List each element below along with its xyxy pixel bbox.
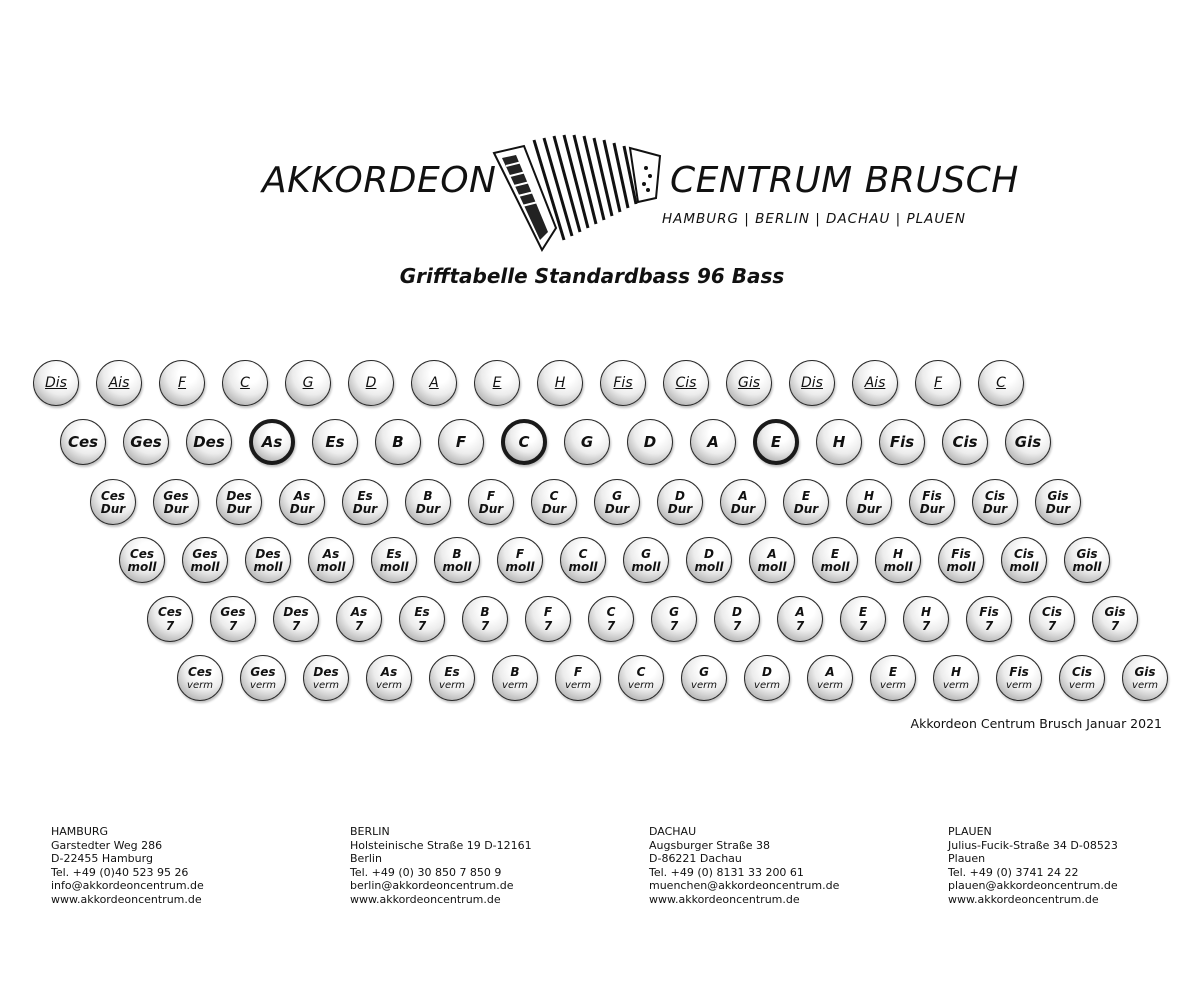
bass-button-dur[interactable]: D Dur <box>657 479 703 525</box>
bass-button-verm[interactable]: Ces verm <box>177 655 223 701</box>
bass-button-sept[interactable]: A 7 <box>777 596 823 642</box>
brand-right-text: CENTRUM BRUSCH <box>670 160 1019 201</box>
bass-button-verm[interactable]: H verm <box>933 655 979 701</box>
bass-button-verm[interactable]: Cis verm <box>1059 655 1105 701</box>
bass-button-grund[interactable]: Des <box>186 419 232 465</box>
address-zip: Berlin <box>350 852 382 866</box>
bass-button-sept[interactable]: Gis 7 <box>1092 596 1138 642</box>
address-zip: D-86221 Dachau <box>649 852 742 866</box>
bass-button-verm[interactable]: Gis verm <box>1122 655 1168 701</box>
bass-button-sept[interactable]: Ces 7 <box>147 596 193 642</box>
bass-button-grund[interactable]: Ces <box>60 419 106 465</box>
bass-button-sept[interactable]: Cis 7 <box>1029 596 1075 642</box>
bass-button-sept[interactable]: Ges 7 <box>210 596 256 642</box>
bass-button-verm[interactable]: G verm <box>681 655 727 701</box>
bass-button-sept[interactable]: E 7 <box>840 596 886 642</box>
bass-button-dur[interactable]: B Dur <box>405 479 451 525</box>
bass-button-verm[interactable]: Ges verm <box>240 655 286 701</box>
bass-button-counter[interactable]: Dis <box>789 360 835 406</box>
bass-button-counter[interactable]: Ais <box>96 360 142 406</box>
address-phone: Tel. +49 (0) 30 850 7 850 9 <box>350 865 502 879</box>
bass-button-dur[interactable]: G Dur <box>594 479 640 525</box>
address-phone: Tel. +49 (0) 3741 24 22 <box>948 865 1079 879</box>
bass-button-sept[interactable]: Des 7 <box>273 596 319 642</box>
bass-button-counter[interactable]: Ais <box>852 360 898 406</box>
bass-button-dur[interactable]: Ges Dur <box>153 479 199 525</box>
bass-button-counter[interactable]: F <box>159 360 205 406</box>
address-email[interactable]: muenchen@akkordeoncentrum.de <box>649 879 840 893</box>
bass-button-verm[interactable]: Fis verm <box>996 655 1042 701</box>
address-email[interactable]: info@akkordeoncentrum.de <box>51 879 204 893</box>
address-web[interactable]: www.akkordeoncentrum.de <box>350 892 501 906</box>
bass-button-verm[interactable]: A verm <box>807 655 853 701</box>
address-email[interactable]: berlin@akkordeoncentrum.de <box>350 879 514 893</box>
bass-button-dur[interactable]: H Dur <box>846 479 892 525</box>
bass-button-verm[interactable]: Es verm <box>429 655 475 701</box>
bass-button-moll[interactable]: F moll <box>497 537 543 583</box>
bass-button-dur[interactable]: Des Dur <box>216 479 262 525</box>
accordion-icon <box>484 128 664 258</box>
bass-button-moll[interactable]: Es moll <box>371 537 417 583</box>
bass-button-sept[interactable]: Es 7 <box>399 596 445 642</box>
bass-button-grund[interactable]: G <box>564 419 610 465</box>
bass-button-moll[interactable]: B moll <box>434 537 480 583</box>
bass-button-counter[interactable]: Dis <box>33 360 79 406</box>
bass-button-counter[interactable]: G <box>285 360 331 406</box>
address-web[interactable]: www.akkordeoncentrum.de <box>51 892 202 906</box>
bass-button-sept[interactable]: B 7 <box>462 596 508 642</box>
bass-button-grund[interactable]: A <box>690 419 736 465</box>
bass-button-verm[interactable]: Des verm <box>303 655 349 701</box>
address-city: BERLIN <box>350 825 390 838</box>
bass-button-sept[interactable]: H 7 <box>903 596 949 642</box>
bass-button-moll[interactable]: Fis moll <box>938 537 984 583</box>
bass-button-grund[interactable]: H <box>816 419 862 465</box>
bass-button-moll[interactable]: H moll <box>875 537 921 583</box>
bass-button-dur[interactable]: Fis Dur <box>909 479 955 525</box>
bass-button-grund[interactable]: Gis <box>1005 419 1051 465</box>
address-street: Augsburger Straße 38 <box>649 838 771 852</box>
address-web[interactable]: www.akkordeoncentrum.de <box>649 892 800 906</box>
bass-button-verm[interactable]: C verm <box>618 655 664 701</box>
bass-button-dur[interactable]: F Dur <box>468 479 514 525</box>
address-zip: D-22455 Hamburg <box>51 852 153 866</box>
bass-button-moll[interactable]: D moll <box>686 537 732 583</box>
bass-button-grund[interactable]: F <box>438 419 484 465</box>
bass-button-verm[interactable]: B verm <box>492 655 538 701</box>
bass-button-counter[interactable]: E <box>474 360 520 406</box>
bass-button-dur[interactable]: A Dur <box>720 479 766 525</box>
address-web[interactable]: www.akkordeoncentrum.de <box>948 892 1099 906</box>
bass-button-dur[interactable]: Es Dur <box>342 479 388 525</box>
bass-button-counter[interactable]: D <box>348 360 394 406</box>
bass-button-sept[interactable]: F 7 <box>525 596 571 642</box>
bass-button-moll[interactable]: E moll <box>812 537 858 583</box>
bass-button-moll[interactable]: G moll <box>623 537 669 583</box>
bass-button-grund[interactable]: D <box>627 419 673 465</box>
address-street: Julius-Fucik-Straße 34 D-08523 <box>948 838 1118 852</box>
address-phone: Tel. +49 (0)40 523 95 26 <box>51 865 189 879</box>
bass-button-dur[interactable]: C Dur <box>531 479 577 525</box>
bass-button-sept[interactable]: Fis 7 <box>966 596 1012 642</box>
address-street: Garstedter Weg 286 <box>51 838 163 852</box>
bass-button-counter[interactable]: H <box>537 360 583 406</box>
bass-button-verm[interactable]: E verm <box>870 655 916 701</box>
address-city: DACHAU <box>649 825 697 838</box>
bass-button-counter[interactable]: Fis <box>600 360 646 406</box>
bass-button-counter[interactable]: C <box>978 360 1024 406</box>
address-email[interactable]: plauen@akkordeoncentrum.de <box>948 879 1118 893</box>
address-dachau <box>649 825 839 907</box>
bass-button-sept[interactable]: D 7 <box>714 596 760 642</box>
bass-button-sept[interactable]: G 7 <box>651 596 697 642</box>
bass-button-moll[interactable]: Ges moll <box>182 537 228 583</box>
bass-button-moll[interactable]: Des moll <box>245 537 291 583</box>
bass-button-counter[interactable]: A <box>411 360 457 406</box>
bass-button-moll[interactable]: Cis moll <box>1001 537 1047 583</box>
bass-button-dur[interactable]: As Dur <box>279 479 325 525</box>
page-title: Grifftabelle Standardbass 96 Bass <box>399 264 785 288</box>
bass-button-grund[interactable]: Cis <box>942 419 988 465</box>
bass-button-grund[interactable]: Fis <box>879 419 925 465</box>
address-plauen <box>948 825 1118 907</box>
locations-line: HAMBURG | BERLIN | DACHAU | PLAUEN <box>662 211 966 227</box>
bass-button-grund-marked[interactable]: As <box>249 419 295 465</box>
bass-button-moll[interactable]: A moll <box>749 537 795 583</box>
bass-button-counter[interactable]: Cis <box>663 360 709 406</box>
address-berlin <box>350 825 532 907</box>
address-street: Holsteinische Straße 19 D-12161 <box>350 838 532 852</box>
bass-button-dur[interactable]: E Dur <box>783 479 829 525</box>
bass-button-moll[interactable]: Gis moll <box>1064 537 1110 583</box>
bass-button-grund[interactable]: Ges <box>123 419 169 465</box>
bass-button-counter[interactable]: Gis <box>726 360 772 406</box>
brand-left-text: AKKORDEON <box>262 160 497 201</box>
bass-button-counter[interactable]: F <box>915 360 961 406</box>
bass-button-grund[interactable]: Es <box>312 419 358 465</box>
address-city: PLAUEN <box>948 825 992 838</box>
bass-button-sept[interactable]: As 7 <box>336 596 382 642</box>
credit-line: Akkordeon Centrum Brusch Januar 2021 <box>910 716 1162 731</box>
bass-button-verm[interactable]: As verm <box>366 655 412 701</box>
bass-button-verm[interactable]: F verm <box>555 655 601 701</box>
bass-button-moll[interactable]: Ces moll <box>119 537 165 583</box>
address-city: HAMBURG <box>51 825 109 838</box>
bass-button-moll[interactable]: C moll <box>560 537 606 583</box>
address-hamburg <box>51 825 204 907</box>
bass-button-dur[interactable]: Ces Dur <box>90 479 136 525</box>
bass-button-counter[interactable]: C <box>222 360 268 406</box>
bass-button-dur[interactable]: Cis Dur <box>972 479 1018 525</box>
bass-button-grund-marked[interactable]: C <box>501 419 547 465</box>
bass-button-sept[interactable]: C 7 <box>588 596 634 642</box>
bass-button-moll[interactable]: As moll <box>308 537 354 583</box>
bass-button-dur[interactable]: Gis Dur <box>1035 479 1081 525</box>
address-zip: Plauen <box>948 852 986 866</box>
bass-button-grund[interactable]: B <box>375 419 421 465</box>
address-phone: Tel. +49 (0) 8131 33 200 61 <box>649 865 804 879</box>
bass-button-grund-marked[interactable]: E <box>753 419 799 465</box>
bass-button-verm[interactable]: D verm <box>744 655 790 701</box>
